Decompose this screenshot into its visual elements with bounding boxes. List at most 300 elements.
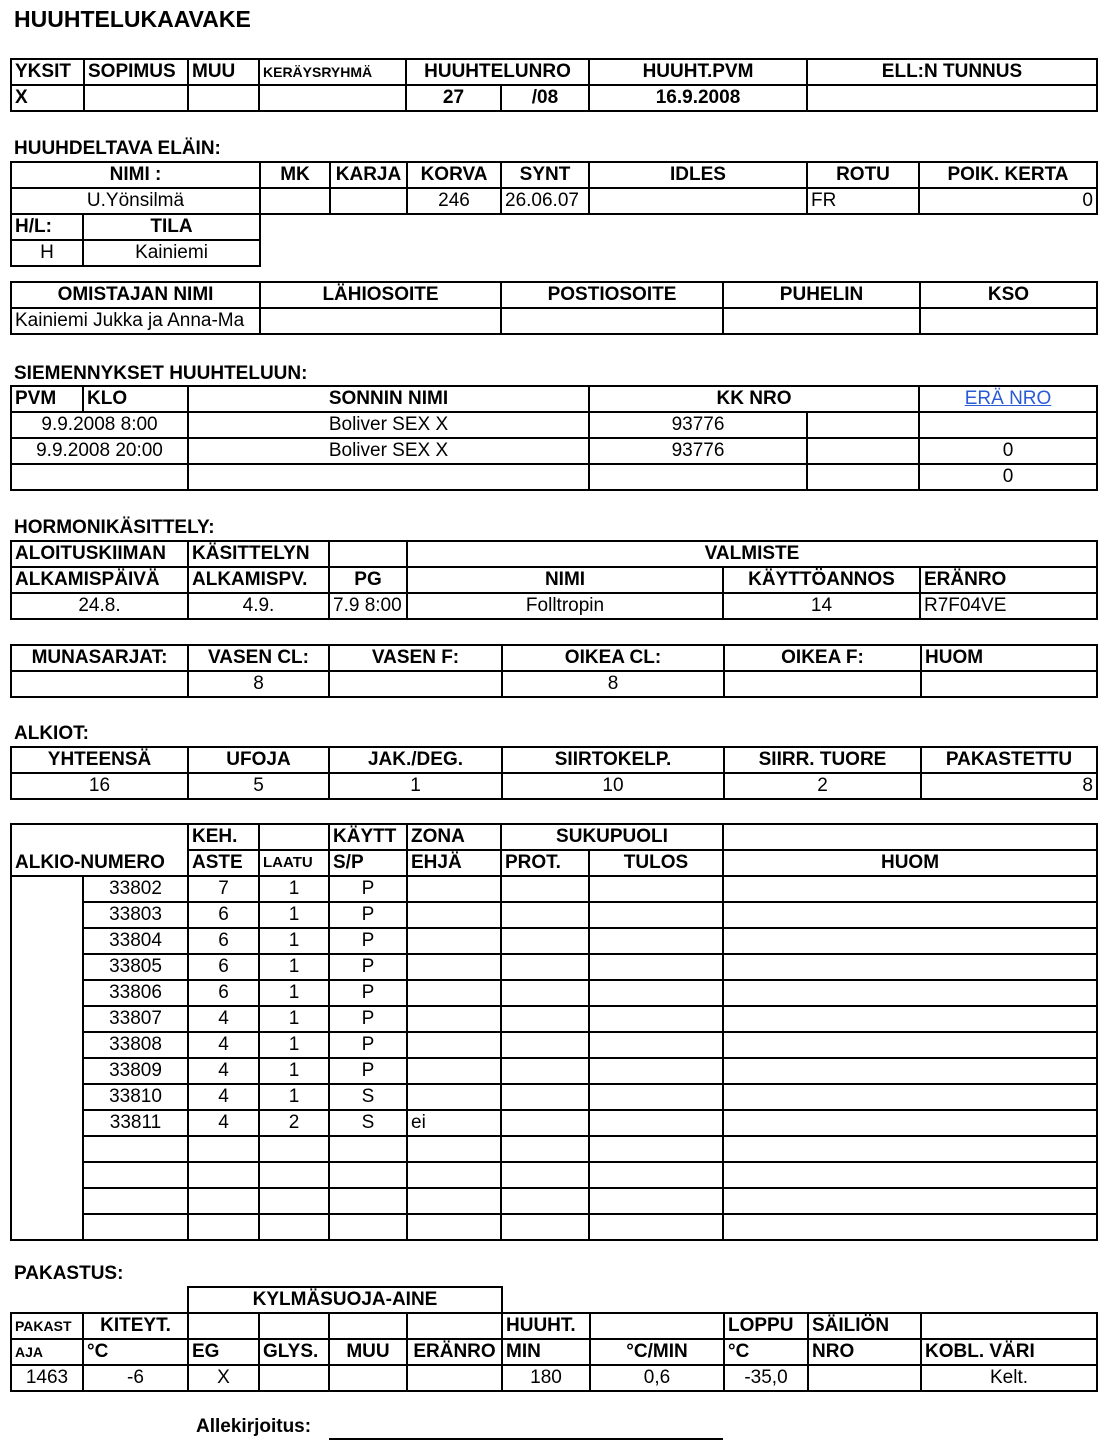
top-table: [10, 58, 1098, 112]
hormone-table: [10, 540, 1098, 620]
animal-table: [10, 161, 1098, 215]
header-kiteyt-1: KITEYT.: [83, 1313, 188, 1339]
embryo-kaytt-sp[interactable]: [329, 1188, 407, 1214]
embryo-keh-aste[interactable]: 7: [188, 876, 259, 902]
embryo-blank: [11, 876, 83, 902]
embryo-zona[interactable]: [407, 902, 501, 928]
embryo-laatu[interactable]: 1: [259, 954, 329, 980]
header-yksit: YKSIT: [11, 59, 84, 85]
siirtokelp-value[interactable]: 10: [502, 773, 724, 799]
embryo-huom[interactable]: [723, 1058, 1097, 1084]
embryo-tulos[interactable]: [589, 1188, 723, 1214]
owner-name-value[interactable]: Kainiemi Jukka ja Anna-Ma: [11, 308, 260, 334]
header-puhelin: PUHELIN: [723, 282, 920, 308]
header-kobl-top: [921, 1313, 1097, 1339]
header-kaytt-1: KÄYTT: [329, 824, 407, 850]
semen-extra[interactable]: [807, 412, 919, 438]
eranro-value[interactable]: R7F04VE: [920, 593, 1097, 619]
header-valmiste-nimi: NIMI: [407, 567, 723, 593]
embryo-blank: [11, 1162, 83, 1188]
embryo-huom[interactable]: [723, 902, 1097, 928]
embryo-kaytt-sp[interactable]: P: [329, 902, 407, 928]
kayttoannos-value[interactable]: 14: [723, 593, 920, 619]
header-sailion-1: SÄILIÖN: [808, 1313, 921, 1339]
header-sukupuoli: SUKUPUOLI: [501, 824, 723, 850]
embryo-tulos[interactable]: [589, 928, 723, 954]
vasen-cl-value[interactable]: 8: [188, 671, 329, 697]
header-lahiosoite: LÄHIOSOITE: [260, 282, 501, 308]
header-vasen-cl: VASEN CL:: [188, 645, 329, 671]
header-sopimus: SOPIMUS: [84, 59, 188, 85]
embryo-row: [11, 876, 1097, 902]
embryo-kaytt-sp[interactable]: [329, 1214, 407, 1240]
embryo-prot[interactable]: [501, 954, 589, 980]
header-oikea-cl: OIKEA CL:: [502, 645, 724, 671]
header-siirtokelp: SIIRTOKELP.: [502, 747, 724, 773]
header-muu-top: [329, 1313, 407, 1339]
semen-era[interactable]: 0: [919, 464, 1097, 490]
embryo-row: [11, 1136, 1097, 1162]
header-aloitus-2: ALKAMISPÄIVÄ: [11, 567, 188, 593]
embryo-zona[interactable]: [407, 1006, 501, 1032]
header-pakast-1: PAKAST: [11, 1313, 83, 1339]
header-kylmasuoja-aine: KYLMÄSUOJA-AINE: [188, 1287, 502, 1313]
semen-section-title: SIEMENNYKSET HUUHTELUUN:: [14, 363, 308, 384]
embryo-prot[interactable]: [501, 980, 589, 1006]
embryo-prot[interactable]: [501, 902, 589, 928]
owner-table: [10, 281, 1098, 335]
kso-value[interactable]: [920, 308, 1097, 334]
embryo-kaytt-sp[interactable]: P: [329, 1032, 407, 1058]
header-embryo-huom: HUOM: [723, 850, 1097, 876]
header-hl: H/L:: [11, 214, 83, 240]
header-eranro: ERÄNRO: [920, 567, 1097, 593]
embryo-keh-aste[interactable]: [188, 1214, 259, 1240]
ell-tunnus-value[interactable]: [807, 85, 1097, 111]
embryo-row: [11, 928, 1097, 954]
embryo-zona[interactable]: [407, 954, 501, 980]
semen-pvm[interactable]: [11, 464, 188, 490]
embryo-huom[interactable]: [723, 1032, 1097, 1058]
embryo-number[interactable]: [83, 1188, 188, 1214]
mk-value[interactable]: [260, 188, 330, 214]
embryo-keh-aste[interactable]: 4: [188, 1110, 259, 1136]
embryos-section-title: ALKIOT:: [14, 723, 89, 744]
embryo-zona[interactable]: [407, 1162, 501, 1188]
embryo-prot[interactable]: [501, 1214, 589, 1240]
puhelin-value[interactable]: [723, 308, 920, 334]
embryo-blank: [11, 928, 83, 954]
semen-extra[interactable]: [807, 464, 919, 490]
header-yhteensa: YHTEENSÄ: [11, 747, 188, 773]
semen-era[interactable]: 0: [919, 438, 1097, 464]
header-kso: KSO: [920, 282, 1097, 308]
embryo-keh-aste[interactable]: 6: [188, 954, 259, 980]
embryo-blank: [11, 1006, 83, 1032]
embryo-detail-table: [10, 823, 1098, 1241]
header-oikea-f: OIKEA F:: [724, 645, 921, 671]
embryo-kaytt-sp[interactable]: S: [329, 1084, 407, 1110]
munasarjat-value[interactable]: [11, 671, 188, 697]
freeze-eranro-value[interactable]: [407, 1365, 502, 1391]
embryo-huom[interactable]: [723, 928, 1097, 954]
embryo-laatu[interactable]: 1: [259, 980, 329, 1006]
header-kasitt-2: ALKAMISPV.: [188, 567, 329, 593]
embryo-zona[interactable]: [407, 1136, 501, 1162]
embryo-number[interactable]: 33807: [83, 1006, 188, 1032]
kobl-vari-value[interactable]: Kelt.: [921, 1365, 1097, 1391]
header-freeze-muu: MUU: [329, 1339, 407, 1365]
embryo-laatu[interactable]: 1: [259, 876, 329, 902]
header-huuht-1: HUUHT.: [502, 1313, 590, 1339]
embryo-zona[interactable]: [407, 1032, 501, 1058]
huuhtelunro-year[interactable]: /08: [501, 85, 589, 111]
embryo-row: [11, 1214, 1097, 1240]
embryo-number[interactable]: 33809: [83, 1058, 188, 1084]
embryo-blank: [11, 954, 83, 980]
semen-sonni[interactable]: Boliver SEX X: [188, 438, 589, 464]
embryo-number[interactable]: 33808: [83, 1032, 188, 1058]
embryo-number[interactable]: [83, 1214, 188, 1240]
embryo-kaytt-sp[interactable]: P: [329, 928, 407, 954]
header-kiteyt-2: °C: [83, 1339, 188, 1365]
tila-value[interactable]: Kainiemi: [83, 240, 260, 266]
embryo-kaytt-sp[interactable]: P: [329, 980, 407, 1006]
animal-name-value[interactable]: U.Yönsilmä: [11, 188, 260, 214]
ufoja-value[interactable]: 5: [188, 773, 329, 799]
header-pg: PG: [329, 567, 407, 593]
embryo-prot[interactable]: [501, 1136, 589, 1162]
era-nro-link[interactable]: ERÄ NRO: [964, 388, 1052, 409]
header-loppu-1: LOPPU: [724, 1313, 808, 1339]
embryo-number[interactable]: 33803: [83, 902, 188, 928]
embryo-row: [11, 1110, 1097, 1136]
embryo-laatu[interactable]: 1: [259, 1058, 329, 1084]
embryo-number[interactable]: 33805: [83, 954, 188, 980]
embryo-zona[interactable]: [407, 928, 501, 954]
embryo-laatu[interactable]: 1: [259, 928, 329, 954]
embryo-tulos[interactable]: [589, 954, 723, 980]
embryo-keh-aste[interactable]: 6: [188, 928, 259, 954]
header-poik-kerta: POIK. KERTA: [919, 162, 1097, 188]
embryo-row: [11, 1032, 1097, 1058]
huuht-pvm-value[interactable]: 16.9.2008: [589, 85, 807, 111]
pg-value[interactable]: 7.9 8:00: [329, 593, 407, 619]
header-huom-top: [723, 824, 1097, 850]
embryo-prot[interactable]: [501, 1006, 589, 1032]
sailion-value[interactable]: [808, 1365, 921, 1391]
semen-pvm[interactable]: 9.9.2008 20:00: [11, 438, 188, 464]
header-munasarjat: MUNASARJAT:: [11, 645, 188, 671]
embryo-prot[interactable]: [501, 928, 589, 954]
header-postiosoite: POSTIOSOITE: [501, 282, 723, 308]
synt-value[interactable]: 26.06.07: [501, 188, 589, 214]
form-title: HUUHTELUKAAVAKE: [14, 6, 251, 32]
header-keraysryhma: KERÄYSRYHMÄ: [259, 59, 406, 85]
embryo-blank: [11, 902, 83, 928]
header-pakastettu: PAKASTETTU: [921, 747, 1097, 773]
embryo-keh-aste[interactable]: 6: [188, 980, 259, 1006]
embryo-laatu[interactable]: 1: [259, 1006, 329, 1032]
embryo-row: [11, 1188, 1097, 1214]
karja-value[interactable]: [330, 188, 407, 214]
kiteyt-value[interactable]: -6: [83, 1365, 188, 1391]
embryo-blank: [11, 1058, 83, 1084]
idles-value[interactable]: [589, 188, 807, 214]
header-karja: KARJA: [330, 162, 407, 188]
embryo-prot[interactable]: [501, 876, 589, 902]
header-tila: TILA: [83, 214, 260, 240]
semen-table: [10, 385, 1098, 491]
embryo-zona[interactable]: [407, 1188, 501, 1214]
embryo-prot[interactable]: [501, 1032, 589, 1058]
embryo-tulos[interactable]: [589, 980, 723, 1006]
header-keh-1: KEH.: [188, 824, 259, 850]
embryo-number[interactable]: [83, 1136, 188, 1162]
embryo-row: [11, 1084, 1097, 1110]
embryo-huom[interactable]: [723, 1006, 1097, 1032]
vasen-f-value[interactable]: [329, 671, 502, 697]
header-prot: PROT.: [501, 850, 589, 876]
embryo-number[interactable]: [83, 1162, 188, 1188]
embryo-prot[interactable]: [501, 1058, 589, 1084]
header-cmin-top: [590, 1313, 724, 1339]
semen-kk[interactable]: [589, 464, 807, 490]
embryo-tulos[interactable]: [589, 1136, 723, 1162]
semen-kk[interactable]: 93776: [589, 412, 807, 438]
embryo-number[interactable]: 33806: [83, 980, 188, 1006]
embryo-laatu[interactable]: [259, 1188, 329, 1214]
embryo-kaytt-sp[interactable]: P: [329, 1058, 407, 1084]
rotu-value[interactable]: FR: [807, 188, 919, 214]
embryo-keh-aste[interactable]: 4: [188, 1032, 259, 1058]
embryo-laatu[interactable]: [259, 1162, 329, 1188]
header-alkio-top: [11, 824, 188, 850]
embryo-huom[interactable]: [723, 1084, 1097, 1110]
embryo-blank: [11, 980, 83, 1006]
embryo-laatu[interactable]: 1: [259, 902, 329, 928]
embryo-kaytt-sp[interactable]: [329, 1162, 407, 1188]
header-sonnin-nimi: SONNIN NIMI: [188, 386, 589, 412]
embryo-kaytt-sp[interactable]: P: [329, 1006, 407, 1032]
poik-kerta-value[interactable]: 0: [919, 188, 1097, 214]
hormone-section-title: HORMONIKÄSITTELY:: [14, 517, 215, 538]
embryo-keh-aste[interactable]: [188, 1162, 259, 1188]
embryo-keh-aste[interactable]: [188, 1188, 259, 1214]
signature-line[interactable]: [329, 1438, 723, 1440]
semen-era[interactable]: [919, 412, 1097, 438]
header-kobl-vari: KOBL. VÄRI: [921, 1339, 1097, 1365]
keraysryhma-value[interactable]: [259, 85, 406, 111]
header-pg-top: [329, 541, 407, 567]
header-zona-1: ZONA: [407, 824, 501, 850]
sopimus-value[interactable]: [84, 85, 188, 111]
header-klo: KLO: [83, 386, 188, 412]
header-freeze-eranro: ERÄNRO: [407, 1339, 502, 1365]
embryo-prot[interactable]: [501, 1162, 589, 1188]
header-cmin: °C/MIN: [590, 1339, 724, 1365]
embryo-tulos[interactable]: [589, 1032, 723, 1058]
siirr-tuore-value[interactable]: 2: [724, 773, 921, 799]
oikea-f-value[interactable]: [724, 671, 921, 697]
header-zona-2: EHJÄ: [407, 850, 501, 876]
hl-value[interactable]: H: [11, 240, 83, 266]
yhteensa-value[interactable]: 16: [11, 773, 188, 799]
header-kaytt-2: S/P: [329, 850, 407, 876]
semen-pvm[interactable]: 9.9.2008 8:00: [11, 412, 188, 438]
header-jak-deg: JAK./DEG.: [329, 747, 502, 773]
embryo-zona[interactable]: [407, 876, 501, 902]
embryo-zona[interactable]: [407, 980, 501, 1006]
embryo-tulos[interactable]: [589, 1084, 723, 1110]
header-era-nro[interactable]: [919, 386, 1097, 412]
header-keh-2: ASTE: [188, 850, 259, 876]
embryo-tulos[interactable]: [589, 1006, 723, 1032]
embryo-tulos[interactable]: [589, 1214, 723, 1240]
embryo-keh-aste[interactable]: 6: [188, 902, 259, 928]
embryo-keh-aste[interactable]: 4: [188, 1006, 259, 1032]
header-eranro-top: [407, 1313, 502, 1339]
header-eg-top: [188, 1313, 259, 1339]
header-kayttoannos: KÄYTTÖANNOS: [723, 567, 920, 593]
embryo-blank: [11, 1110, 83, 1136]
embryo-kaytt-sp[interactable]: P: [329, 954, 407, 980]
embryo-laatu[interactable]: 1: [259, 1084, 329, 1110]
pakastettu-value[interactable]: 8: [921, 773, 1097, 799]
freezing-table: [10, 1312, 1098, 1392]
embryo-number[interactable]: 33810: [83, 1084, 188, 1110]
embryo-keh-aste[interactable]: 4: [188, 1058, 259, 1084]
embryo-number[interactable]: 33804: [83, 928, 188, 954]
embryo-laatu[interactable]: 1: [259, 1032, 329, 1058]
muu-value[interactable]: [188, 85, 259, 111]
yksit-value[interactable]: X: [11, 85, 84, 111]
embryo-kaytt-sp[interactable]: [329, 1136, 407, 1162]
jak-deg-value[interactable]: 1: [329, 773, 502, 799]
lahiosoite-value[interactable]: [260, 308, 501, 334]
embryo-laatu[interactable]: 2: [259, 1110, 329, 1136]
header-korva: KORVA: [407, 162, 501, 188]
header-synt: SYNT: [501, 162, 589, 188]
cmin-value[interactable]: 0,6: [590, 1365, 724, 1391]
freezing-section-title: PAKASTUS:: [14, 1263, 124, 1284]
embryo-tulos[interactable]: [589, 902, 723, 928]
embryo-tulos[interactable]: [589, 1110, 723, 1136]
embryo-blank: [11, 1214, 83, 1240]
embryo-kaytt-sp[interactable]: S: [329, 1110, 407, 1136]
embryo-keh-aste[interactable]: 4: [188, 1084, 259, 1110]
semen-sonni[interactable]: [188, 464, 589, 490]
embryo-row: [11, 1162, 1097, 1188]
header-muu: MUU: [188, 59, 259, 85]
embryo-huom[interactable]: [723, 980, 1097, 1006]
glys-value[interactable]: [259, 1365, 329, 1391]
embryo-number[interactable]: 33811: [83, 1110, 188, 1136]
embryo-laatu[interactable]: [259, 1136, 329, 1162]
semen-sonni[interactable]: Boliver SEX X: [188, 412, 589, 438]
animal-hl-table: [10, 213, 261, 267]
header-siirr-tuore: SIIRR. TUORE: [724, 747, 921, 773]
embryo-prot[interactable]: [501, 1110, 589, 1136]
embryo-prot[interactable]: [501, 1084, 589, 1110]
header-pakast-2: AJA: [11, 1339, 83, 1365]
embryo-keh-aste[interactable]: [188, 1136, 259, 1162]
embryo-zona[interactable]: [407, 1058, 501, 1084]
header-laatu-top: [259, 824, 329, 850]
header-omistajan-nimi: OMISTAJAN NIMI: [11, 282, 260, 308]
huuhtelunro-number[interactable]: 27: [406, 85, 501, 111]
header-kasitt-1: KÄSITTELYN: [188, 541, 329, 567]
embryo-row: [11, 902, 1097, 928]
embryo-zona[interactable]: ei: [407, 1110, 501, 1136]
embryo-kaytt-sp[interactable]: P: [329, 876, 407, 902]
embryo-huom[interactable]: [723, 1110, 1097, 1136]
embryo-huom[interactable]: [723, 1136, 1097, 1162]
header-huuht-min: MIN: [502, 1339, 590, 1365]
embryo-huom[interactable]: [723, 954, 1097, 980]
aloitus-value[interactable]: 24.8.: [11, 593, 188, 619]
header-huuht-pvm: HUUHT.PVM: [589, 59, 807, 85]
embryo-huom[interactable]: [723, 1188, 1097, 1214]
embryo-blank: [11, 1084, 83, 1110]
ovaries-huom-value[interactable]: [921, 671, 1097, 697]
embryo-row: [11, 1058, 1097, 1084]
header-eg: EG: [188, 1339, 259, 1365]
embryo-tulos[interactable]: [589, 876, 723, 902]
header-aloitus-1: ALOITUSKIIMAN: [11, 541, 188, 567]
embryo-huom[interactable]: [723, 876, 1097, 902]
eg-value[interactable]: X: [188, 1365, 259, 1391]
pakast-value[interactable]: 1463: [11, 1365, 83, 1391]
embryo-huom[interactable]: [723, 1214, 1097, 1240]
header-rotu: ROTU: [807, 162, 919, 188]
header-pvm: PVM: [11, 386, 83, 412]
embryo-number[interactable]: 33802: [83, 876, 188, 902]
header-mk: MK: [260, 162, 330, 188]
semen-kk[interactable]: 93776: [589, 438, 807, 464]
embryo-tulos[interactable]: [589, 1162, 723, 1188]
kasitt-value[interactable]: 4.9.: [188, 593, 329, 619]
embryo-row: [11, 1006, 1097, 1032]
embryo-laatu[interactable]: [259, 1214, 329, 1240]
valmiste-nimi-value[interactable]: Folltropin: [407, 593, 723, 619]
header-valmiste: VALMISTE: [407, 541, 1097, 567]
embryo-huom[interactable]: [723, 1162, 1097, 1188]
header-ell-tunnus: ELL:N TUNNUS: [807, 59, 1097, 85]
embryo-blank: [11, 1136, 83, 1162]
header-idles: IDLES: [589, 162, 807, 188]
embryo-zona[interactable]: [407, 1214, 501, 1240]
signature-label: Allekirjoitus:: [196, 1416, 312, 1437]
embryo-prot[interactable]: [501, 1188, 589, 1214]
huuht-min-value[interactable]: 180: [502, 1365, 590, 1391]
kylmasuoja-header-table: [187, 1286, 503, 1314]
freeze-muu-value[interactable]: [329, 1365, 407, 1391]
semen-extra[interactable]: [807, 438, 919, 464]
embryo-zona[interactable]: [407, 1084, 501, 1110]
korva-value[interactable]: 246: [407, 188, 501, 214]
header-huuhtelunro: HUUHTELUNRO: [406, 59, 589, 85]
embryo-blank: [11, 1032, 83, 1058]
header-loppu-2: °C: [724, 1339, 808, 1365]
header-ovaries-huom: HUOM: [921, 645, 1097, 671]
header-ufoja: UFOJA: [188, 747, 329, 773]
postiosoite-value[interactable]: [501, 308, 723, 334]
loppu-value[interactable]: -35,0: [724, 1365, 808, 1391]
embryo-tulos[interactable]: [589, 1058, 723, 1084]
oikea-cl-value[interactable]: 8: [502, 671, 724, 697]
header-vasen-f: VASEN F:: [329, 645, 502, 671]
